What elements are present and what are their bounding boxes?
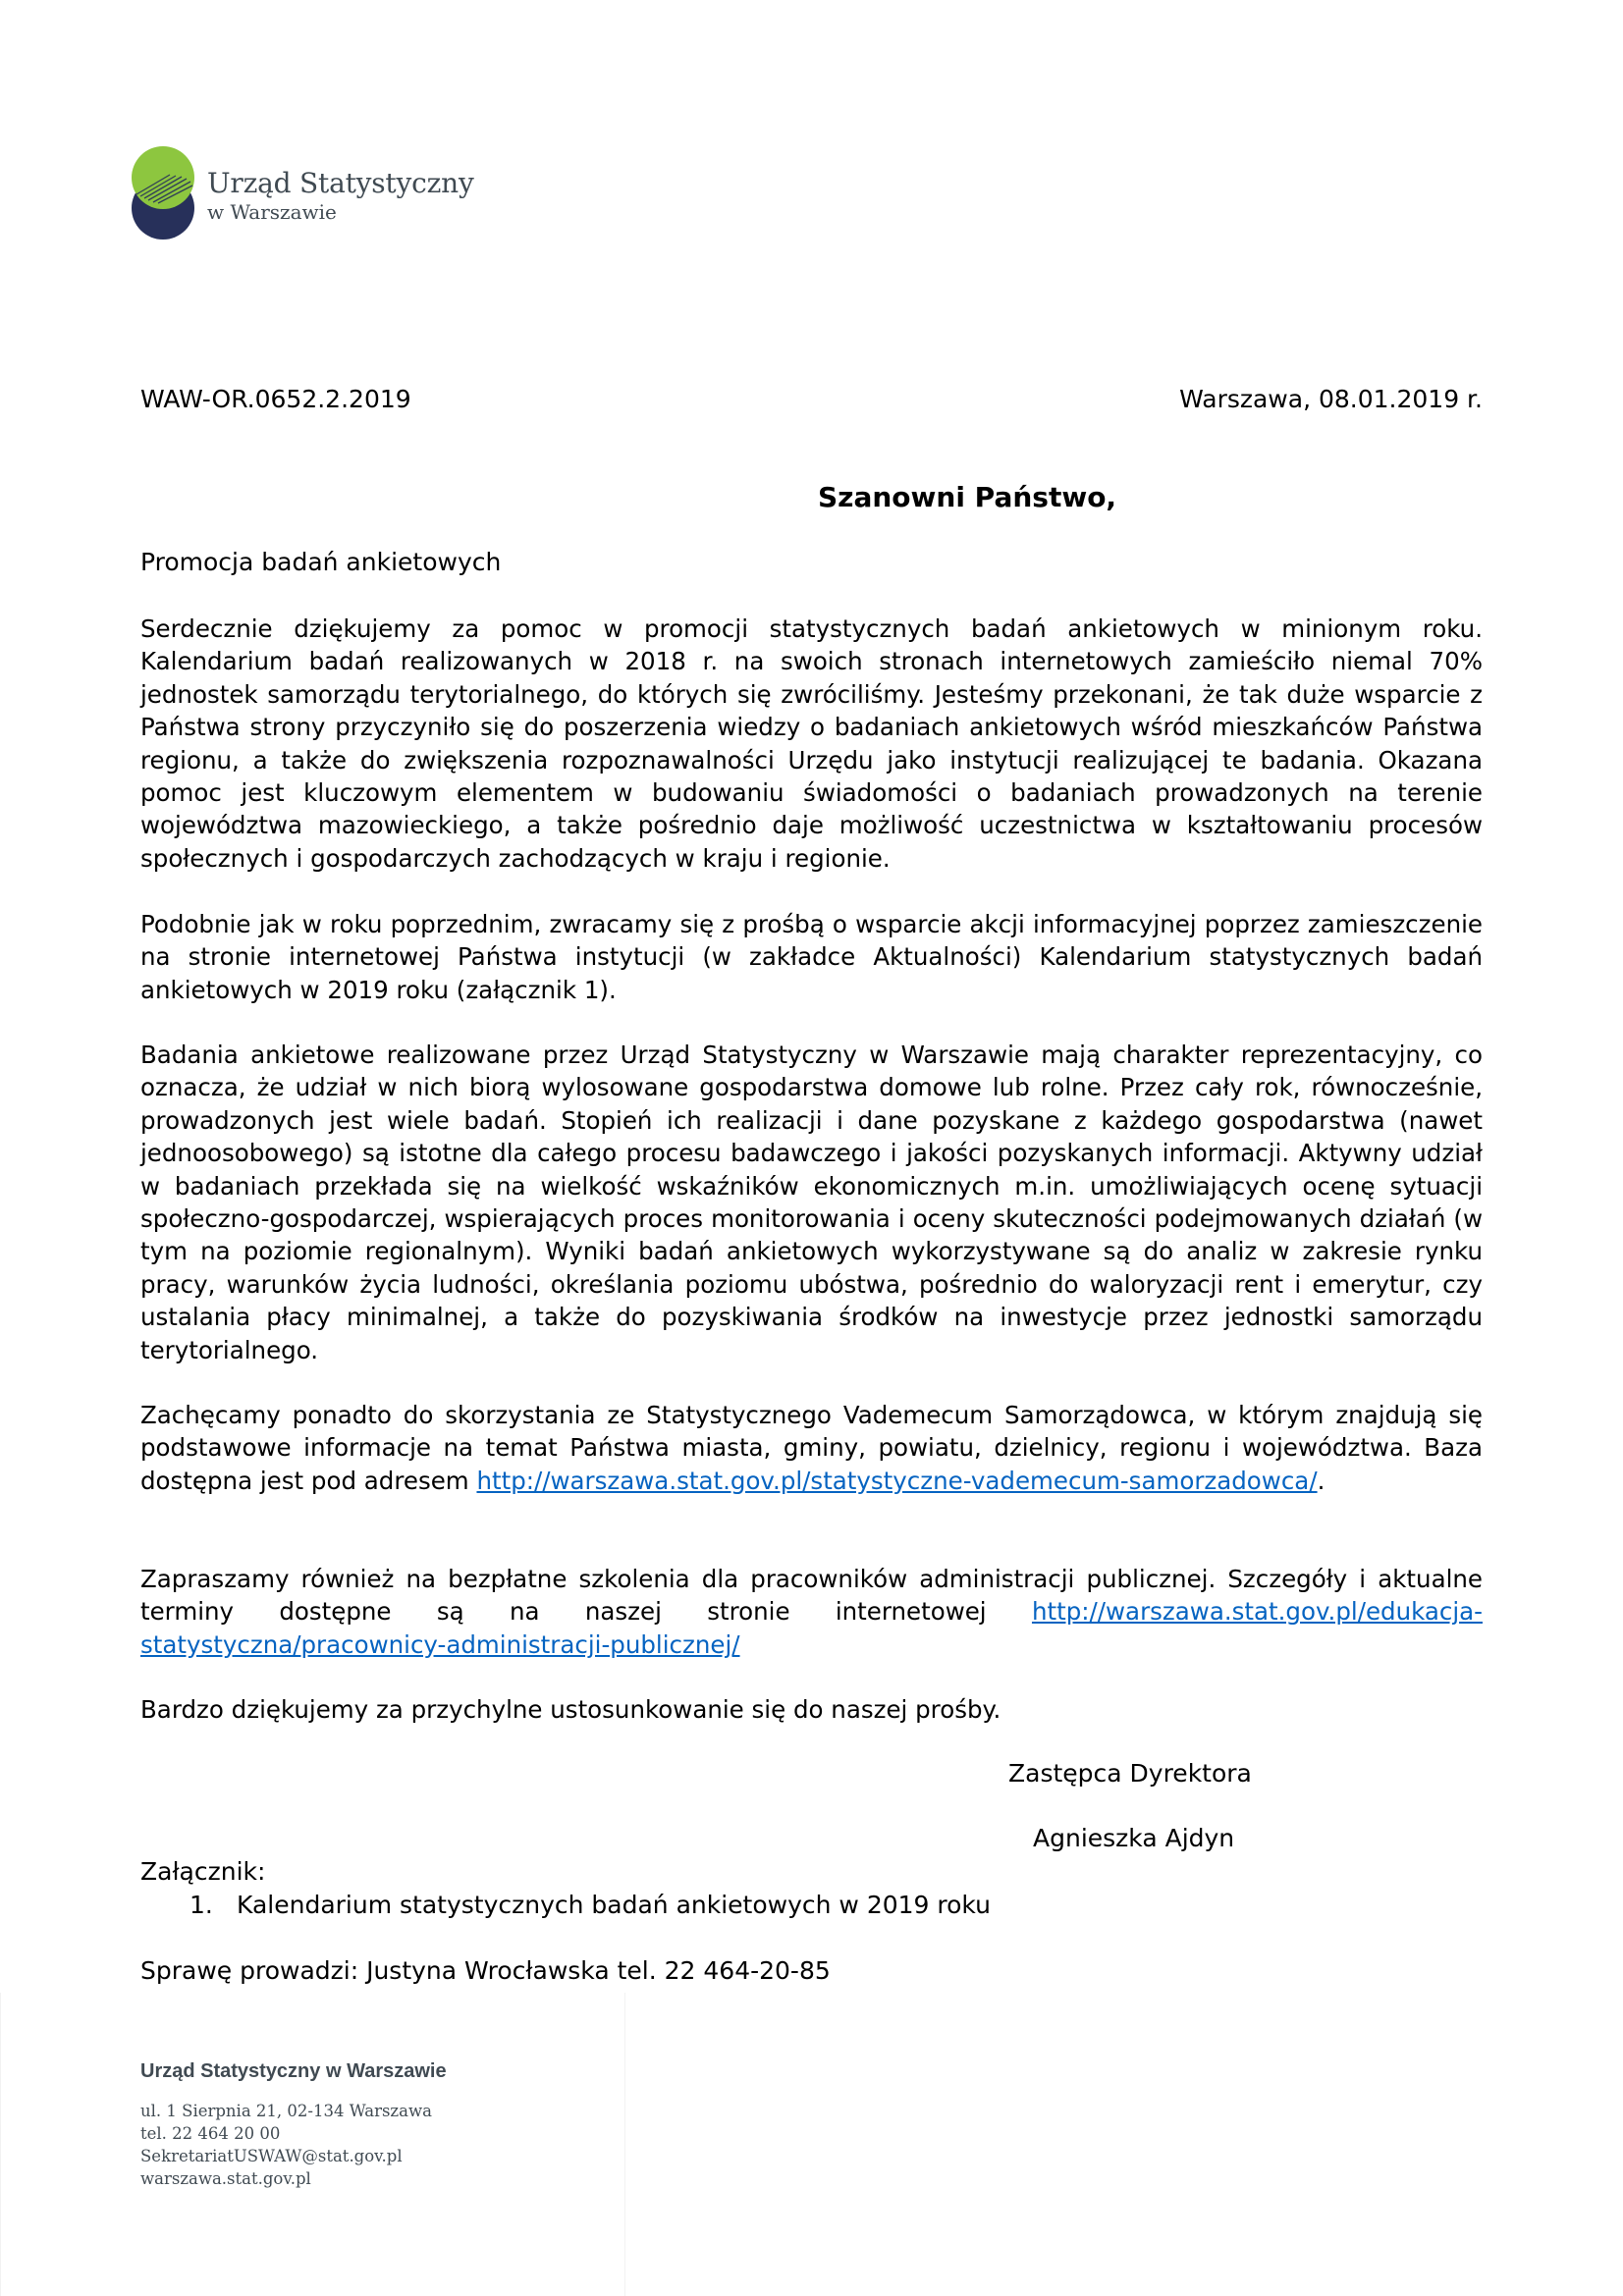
salutation: Szanowni Państwo, (818, 481, 1117, 513)
case-handler: Sprawę prowadzi: Justyna Wrocławska tel. 22 464-20-85 (140, 1956, 831, 1985)
body-paragraph (140, 1563, 1483, 1661)
logo-office-name: Urząd Statystyczny (207, 167, 474, 199)
footer-website: warszawa.stat.gov.pl (140, 2169, 311, 2188)
body-paragraph: Bardzo dziękujemy za przychylne ustosunkowanie się do naszej prośby. (140, 1695, 1001, 1724)
signatory-name: Agnieszka Ajdyn (1033, 1824, 1235, 1852)
vademecum-link[interactable]: http://warszawa.stat.gov.pl/statystyczne-vademecum-samorzadowca/ (476, 1466, 1318, 1495)
body-paragraph (140, 1399, 1483, 1497)
body-paragraph: Badania ankietowe realizowane przez Urząd Statystyczny w Warszawie mają charakter reprezentacyjny, co oznacza, że udział w nich biorą wylosowane gospodarstwa domowe lub rolne. Przez cały rok, równocześnie, prowadzonych jest wiele badań. Stopień ich realizacji i dane pozyskane z każdego gospodarstwa (nawet jednoosobowego) są istotne dla całego procesu badawczego i jakości pozyskanych informacji. Aktywny udział w badaniach przekłada się na wielkość wskaźników ekonomicznych m.in. umożliwiających ocenę sytuacji społeczno-gospodarczej, wspierających proces monitorowania i oceny skuteczności podejmowanych działań (w tym na poziomie regionalnym). Wyniki badań ankietowych wykorzystywane są do analiz w zakresie rynku pracy, warunków życia ludności, określania poziomu ubóstwa, pośrednio do waloryzacji rent i emerytur, czy ustalania płacy minimalnej, a także do pozyskiwania środków na inwestycje przez jednostki samorządu terytorialnego. (140, 1041, 1483, 1364)
training-link[interactable]: http://warszawa.stat.gov.pl/edukacja-statystyczna/pracownicy-administracji-publicznej/ (140, 1597, 1483, 1659)
footer-address: ul. 1 Sierpnia 21, 02-134 Warszawa (140, 2102, 432, 2120)
footer-email: SekretariatUSWAW@stat.gov.pl (140, 2147, 403, 2165)
attachments-label: Załącznik: (140, 1857, 266, 1886)
paragraph-text: . (1317, 1466, 1325, 1495)
footer-divider (624, 1993, 625, 2296)
body-paragraph: Serdecznie dziękujemy za pomoc w promocji statystycznych badań ankietowych w minionym roku. Kalendarium badań realizowanych w 2018 r. na swoich stronach internetowych zamieściło niemal 70% jednostek samorządu terytorialnego, do których się zwróciliśmy. Jesteśmy przekonani, że tak duże wsparcie z Państwa strony przyczyniło się do poszerzenia wiedzy o badaniach ankietowych wśród mieszkańców Państwa regionu, a także do zwiększenia rozpoznawalności Urzędu jako instytucji realizującej te badania. Okazana pomoc jest kluczowym elementem w budowaniu świadomości o badaniach prowadzonych na terenie województwa mazowieckiego, a także pośrednio daje możliwość uczestnictwa w kształtowaniu procesów społecznych i gospodarczych zachodzących w kraju i regionie. (140, 614, 1483, 873)
office-logo (131, 145, 474, 243)
paragraph-text: Zachęcamy ponadto do skorzystania ze Statystycznego Vademecum Samorządowca, w którym znajdują się podstawowe informacje na temat Państwa miasta, gminy, powiatu, dzielnicy, regionu i województwa. Baza dostępna jest pod adresem (140, 1401, 1483, 1495)
body-paragraph: Podobnie jak w roku poprzednim, zwracamy się z prośbą o wsparcie akcji informacyjnej poprzez zamieszczenie na stronie internetowej Państwa instytucji (w zakładce Aktualności) Kalendarium statystycznych badań ankietowych w 2019 roku (załącznik 1). (140, 910, 1483, 1004)
footer-office-name: Urząd Statystyczny w Warszawie (140, 2060, 447, 2082)
reference-number: WAW-OR.0652.2.2019 (140, 385, 411, 413)
signatory-title: Zastępca Dyrektora (1008, 1759, 1252, 1788)
place-date: Warszawa, 08.01.2019 r. (1179, 385, 1483, 413)
attachment-number: 1. (189, 1891, 213, 1919)
logo-office-city: w Warszawie (207, 200, 337, 224)
footer-phone: tel. 22 464 20 00 (140, 2124, 281, 2143)
footer-divider (0, 1993, 1, 2296)
letter-subject: Promocja badań ankietowych (140, 548, 502, 576)
paragraph-text: Zapraszamy również na bezpłatne szkolenia dla pracowników administracji publicznej. Szczegóły i aktualne terminy dostępne są na naszej stronie internetowej (140, 1565, 1483, 1627)
office-logo-emblem-icon (131, 145, 195, 241)
attachment-text: Kalendarium statystycznych badań ankietowych w 2019 roku (237, 1891, 991, 1919)
attachment-item (189, 1891, 991, 1919)
